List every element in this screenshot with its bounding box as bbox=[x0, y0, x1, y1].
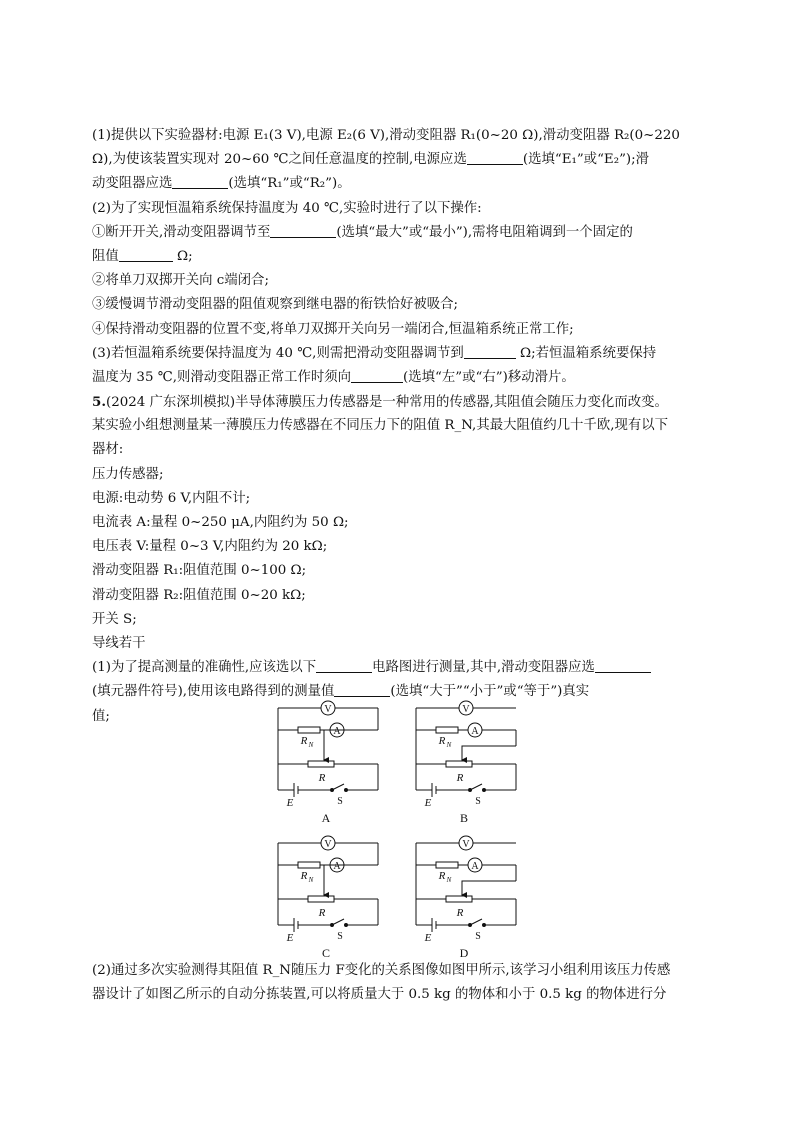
rheostat-label: R bbox=[456, 772, 464, 784]
sensor-label-sub: N bbox=[308, 876, 314, 884]
rheostat bbox=[308, 896, 334, 902]
text-line bbox=[92, 487, 704, 511]
text-line: ④保持滑动变阻器的位置不变,将单刀双掷开关向另一端闭合,恒温箱系统正常工作; bbox=[92, 321, 574, 337]
ammeter-label: A bbox=[471, 726, 479, 737]
circuit-C bbox=[278, 836, 378, 960]
text-line bbox=[92, 632, 704, 656]
text-line bbox=[92, 535, 704, 559]
text-line bbox=[92, 584, 704, 608]
answer-blank[interactable] bbox=[316, 658, 372, 673]
text-line: 阻值 Ω; bbox=[92, 248, 193, 264]
sensor-resistor bbox=[436, 862, 458, 868]
source-label: E bbox=[424, 932, 432, 944]
circuit-diagrams-svg bbox=[270, 700, 532, 962]
source-label: E bbox=[286, 797, 294, 809]
equipment-item: 压力传感器; bbox=[92, 466, 164, 482]
text-line: 温度为 35 ℃,则滑动变阻器正常工作时须向 (选填“左”或“右”)移动滑片。 bbox=[92, 369, 575, 385]
text-line bbox=[92, 463, 704, 487]
text-line: 器设计了如图乙所示的自动分拣装置,可以将质量大于 0.5 kg 的物体和小于 0.5 kg 的物体进行分 bbox=[92, 987, 667, 1003]
ammeter-label: A bbox=[333, 861, 341, 872]
rheostat bbox=[446, 761, 472, 767]
slider bbox=[462, 881, 516, 895]
wire bbox=[470, 919, 482, 925]
voltmeter-label: V bbox=[462, 704, 470, 715]
text-line bbox=[92, 511, 704, 535]
text-line: (2)通过多次实验测得其阻值 R_N随压力 F变化的关系图像如图甲所示,该学习小组利用该压力传感 bbox=[92, 963, 671, 978]
sensor-resistor bbox=[436, 727, 458, 733]
rheostat-label: R bbox=[318, 772, 326, 784]
q5-part2 bbox=[92, 959, 704, 1007]
text-line bbox=[92, 608, 704, 632]
answer-blank[interactable] bbox=[467, 150, 523, 165]
ammeter-label: A bbox=[333, 726, 341, 737]
equipment-item: 滑动变阻器 R₂:阻值范围 0~20 kΩ; bbox=[92, 587, 306, 603]
circuit-B bbox=[416, 701, 516, 825]
sensor-label-sub: N bbox=[308, 741, 314, 749]
switch-label: S bbox=[337, 796, 343, 807]
text-line: ①断开开关,滑动变阻器调节至 (选填“最大”或“最小”),需将电阻箱调到一个固定的 bbox=[92, 224, 633, 240]
voltmeter-label: V bbox=[324, 704, 332, 715]
question-number: 5. bbox=[92, 394, 106, 411]
q4-part1-text: Ω),为使该装置实现对 20~60 ℃之间任意温度的控制,电源应选 bbox=[92, 152, 467, 168]
voltmeter-label: V bbox=[324, 839, 332, 850]
equipment-item: 电源:电动势 6 V,内阻不计; bbox=[92, 490, 251, 506]
rheostat bbox=[446, 896, 472, 902]
diagram-label: A bbox=[321, 811, 331, 825]
text-line: (填元器件符号),使用该电路得到的测量值 (选填“大于”“小于”或“等于”)真实 bbox=[92, 684, 590, 700]
rheostat-label: R bbox=[318, 907, 326, 919]
ammeter-label: A bbox=[471, 861, 479, 872]
text-line: 动变阻器应选 (选填“R₁”或“R₂”)。 bbox=[92, 176, 351, 192]
sensor-label-sub: N bbox=[446, 876, 452, 884]
sensor-label: R bbox=[300, 870, 308, 882]
sensor-resistor bbox=[298, 862, 320, 868]
wire bbox=[470, 784, 482, 790]
diagram-label: B bbox=[459, 811, 469, 825]
diagram-label: D bbox=[459, 946, 469, 960]
switch-label: S bbox=[475, 931, 481, 942]
sensor-label: R bbox=[438, 870, 446, 882]
sensor-label: R bbox=[438, 735, 446, 747]
text-line: 某实验小组想测量某一薄膜压力传感器在不同压力下的阻值 R_N,其最大阻值约几十千欧,现有以下 bbox=[92, 418, 669, 434]
source-label: E bbox=[424, 797, 432, 809]
equipment-item: 电压表 V:量程 0~3 V,内阻约为 20 kΩ; bbox=[92, 539, 328, 555]
slider bbox=[462, 746, 516, 760]
voltmeter-label: V bbox=[462, 839, 470, 850]
rheostat bbox=[308, 761, 334, 767]
exam-page bbox=[92, 124, 704, 729]
wire bbox=[332, 919, 344, 925]
answer-blank[interactable] bbox=[464, 344, 516, 359]
text-line bbox=[92, 124, 704, 148]
circuit-diagrams bbox=[270, 700, 532, 962]
text-line: ③缓慢调节滑动变阻器的阻值观察到继电器的衔铁恰好被吸合; bbox=[92, 297, 459, 313]
text-line: (3)若恒温箱系统要保持温度为 40 ℃,则需把滑动变阻器调节到 Ω;若恒温箱系统要保持 bbox=[92, 345, 657, 361]
equipment-item: 开关 S; bbox=[92, 611, 137, 627]
sensor-label-sub: N bbox=[446, 741, 452, 749]
equipment-item: 滑动变阻器 R₁:阻值范围 0~100 Ω; bbox=[92, 563, 307, 579]
q5-part1-text: (1)为了提高测量的准确性,应该选以下 bbox=[92, 660, 317, 676]
answer-blank[interactable] bbox=[172, 174, 228, 189]
answer-blank[interactable] bbox=[119, 247, 173, 262]
text-line: ②将单刀双掷开关向 c端闭合; bbox=[92, 273, 269, 289]
answer-blank[interactable] bbox=[595, 658, 651, 673]
text-line: 器材: bbox=[92, 442, 124, 458]
text-line: 值; bbox=[92, 708, 110, 724]
text-line bbox=[92, 390, 704, 414]
text-line: Ω),为使该装置实现对 20~60 ℃之间任意温度的控制,电源应选 (选填“E₁”或“E₂”);滑 bbox=[92, 152, 650, 168]
rheostat-label: R bbox=[456, 907, 464, 919]
sensor-resistor bbox=[298, 727, 320, 733]
circuit-A bbox=[278, 701, 378, 825]
circuit-D bbox=[416, 836, 516, 960]
answer-blank[interactable] bbox=[270, 223, 336, 238]
q5-intro: (2024 广东深圳模拟)半导体薄膜压力传感器是一种常用的传感器,其阻值会随压力变化而改变。 bbox=[105, 395, 668, 411]
q4-part2-text: (2)为了实现恒温箱系统保持温度为 40 ℃,实验时进行了以下操作: bbox=[92, 200, 482, 216]
equipment-item: 导线若干 bbox=[92, 635, 146, 651]
equipment-item: 电流表 A:量程 0~250 μA,内阻约为 50 Ω; bbox=[92, 515, 349, 530]
text-line bbox=[92, 559, 704, 583]
source-label: E bbox=[286, 932, 294, 944]
switch-label: S bbox=[475, 796, 481, 807]
text-line bbox=[92, 197, 704, 221]
switch-label: S bbox=[337, 931, 343, 942]
diagram-label: C bbox=[321, 946, 331, 960]
answer-blank[interactable] bbox=[351, 368, 403, 383]
sensor-label: R bbox=[300, 735, 308, 747]
answer-blank[interactable] bbox=[334, 682, 390, 697]
q4-part1-text: (1)提供以下实验器材:电源 E₁(3 V),电源 E₂(6 V),滑动变阻器 R₁(0~20 Ω),滑动变阻器 R₂(0~220 bbox=[92, 128, 680, 143]
q4-part3-text: (3)若恒温箱系统要保持温度为 40 ℃,则需把滑动变阻器调节到 bbox=[92, 345, 464, 361]
text-line: (1)为了提高测量的准确性,应该选以下 电路图进行测量,其中,滑动变阻器应选 bbox=[92, 656, 704, 680]
wire bbox=[332, 784, 344, 790]
